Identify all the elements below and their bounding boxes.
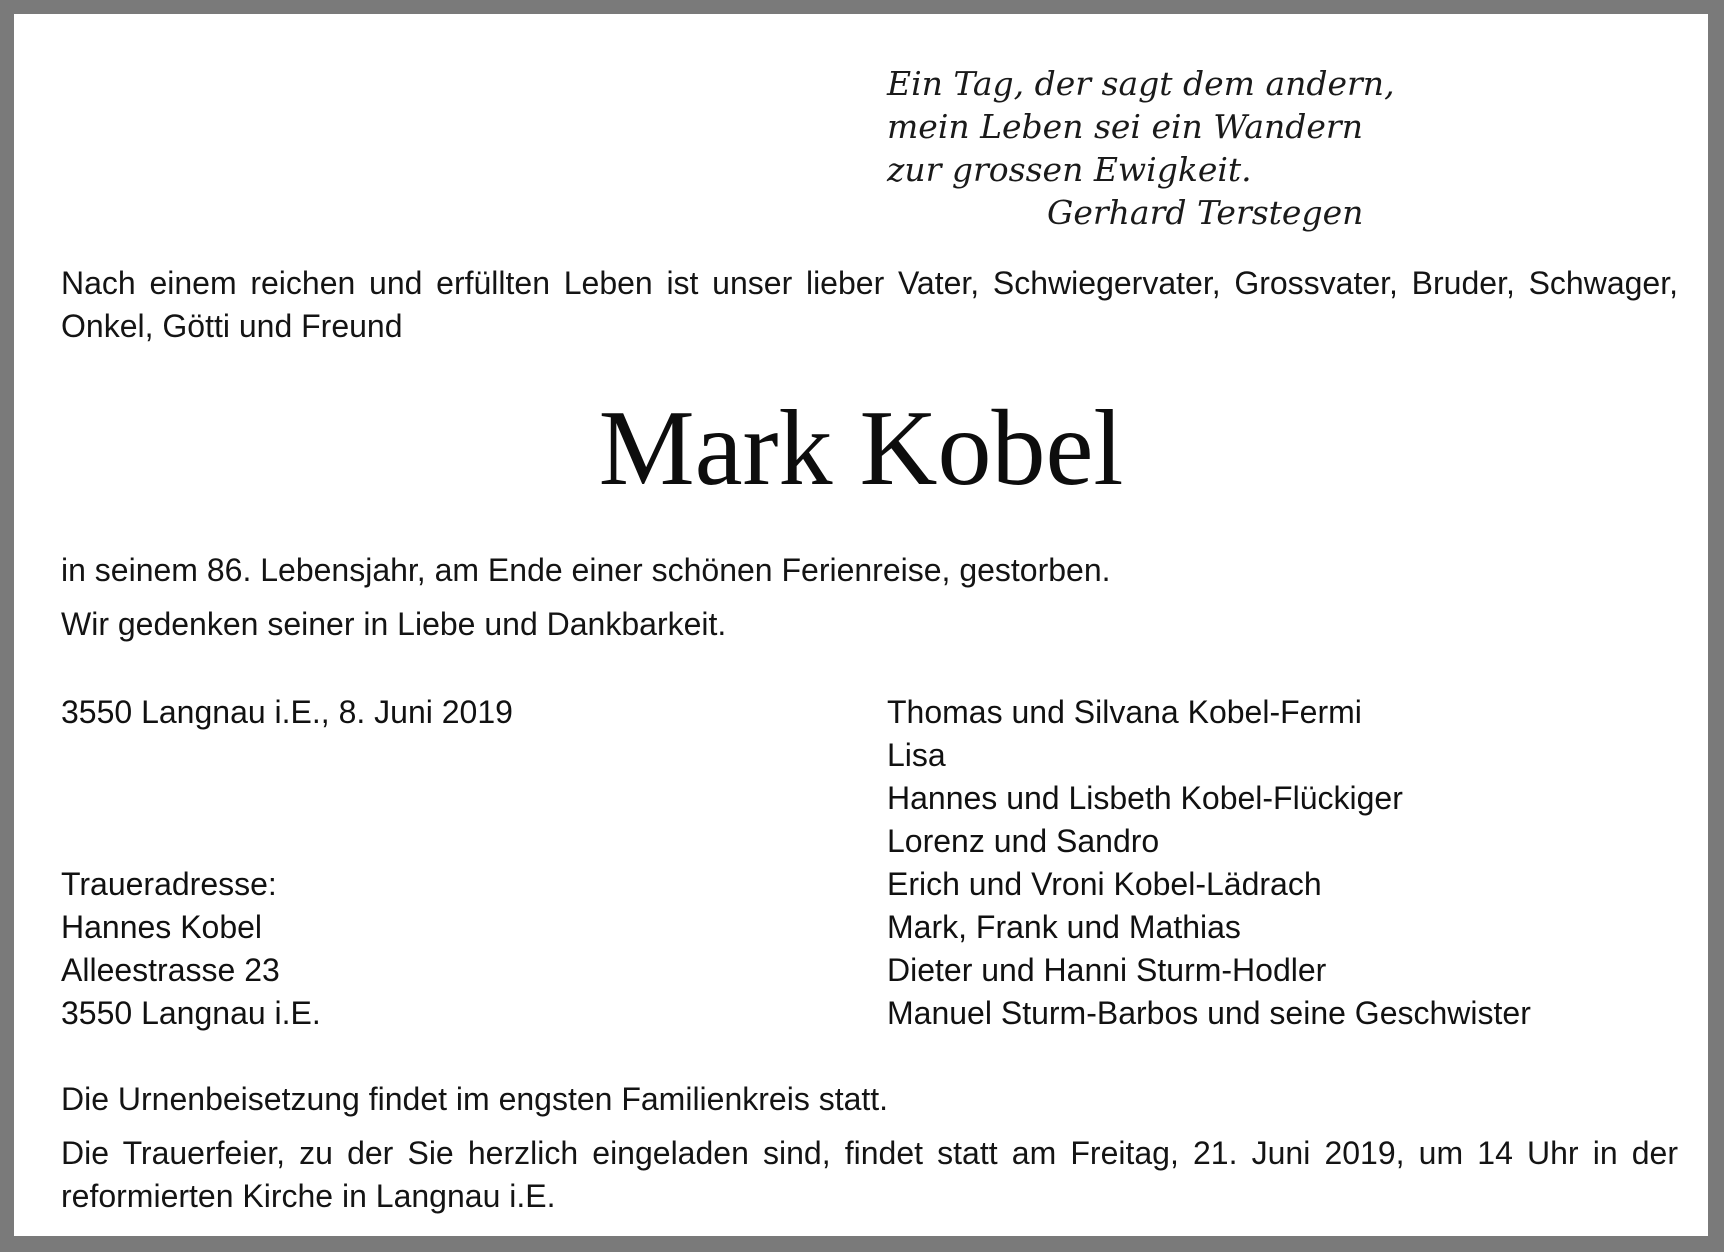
deceased-name: Mark Kobel: [598, 389, 1124, 508]
family-member: Manuel Sturm-Barbos und seine Geschwister: [887, 995, 1531, 1031]
family-member: Hannes und Lisbeth Kobel-Flückiger: [887, 780, 1403, 816]
ceremony-text: Die Trauerfeier, zu der Sie herzlich eingeladen sind, findet statt am Freitag, 21. Juni 2019, um 14 Uhr in der reformierten Kirche in Langnau i.E.: [61, 1135, 1678, 1214]
motto-author: Gerhard Terstegen: [1047, 193, 1364, 232]
family-member: Lorenz und Sandro: [887, 823, 1160, 859]
family-member: Lisa: [887, 737, 946, 773]
family-member: Thomas und Silvana Kobel-Fermi: [887, 694, 1362, 730]
family-member: Erich und Vroni Kobel-Lädrach: [887, 866, 1322, 902]
motto-quote: [887, 62, 1395, 234]
family-member: Mark, Frank und Mathias: [887, 909, 1241, 945]
age-text: in seinem 86. Lebensjahr, am Ende einer schönen Ferienreise, gestorben.: [61, 552, 1111, 588]
remembrance-text: Wir gedenken seiner in Liebe und Dankbarkeit.: [61, 606, 727, 642]
family-list: [887, 691, 1531, 1035]
obituary-notice: [14, 14, 1708, 1236]
mourning-address: [61, 863, 321, 1035]
address-line: Hannes Kobel: [61, 909, 263, 945]
motto-line: zur grossen Ewigkeit.: [887, 150, 1252, 189]
address-line: 3550 Langnau i.E.: [61, 995, 321, 1031]
urn-burial-text: Die Urnenbeisetzung findet im engsten Familienkreis statt.: [61, 1081, 889, 1117]
family-member: Dieter und Hanni Sturm-Hodler: [887, 952, 1327, 988]
place-date: 3550 Langnau i.E., 8. Juni 2019: [61, 694, 513, 730]
address-line: Alleestrasse 23: [61, 952, 280, 988]
intro-text: Nach einem reichen und erfüllten Leben ist unser lieber Vater, Schwiegervater, Grossvater, Bruder, Schwager, Onkel, Götti und Freund: [61, 265, 1678, 344]
motto-line: mein Leben sei ein Wandern: [887, 107, 1363, 146]
address-heading: Traueradresse:: [61, 866, 277, 902]
motto-line: Ein Tag, der sagt dem andern,: [887, 64, 1395, 103]
